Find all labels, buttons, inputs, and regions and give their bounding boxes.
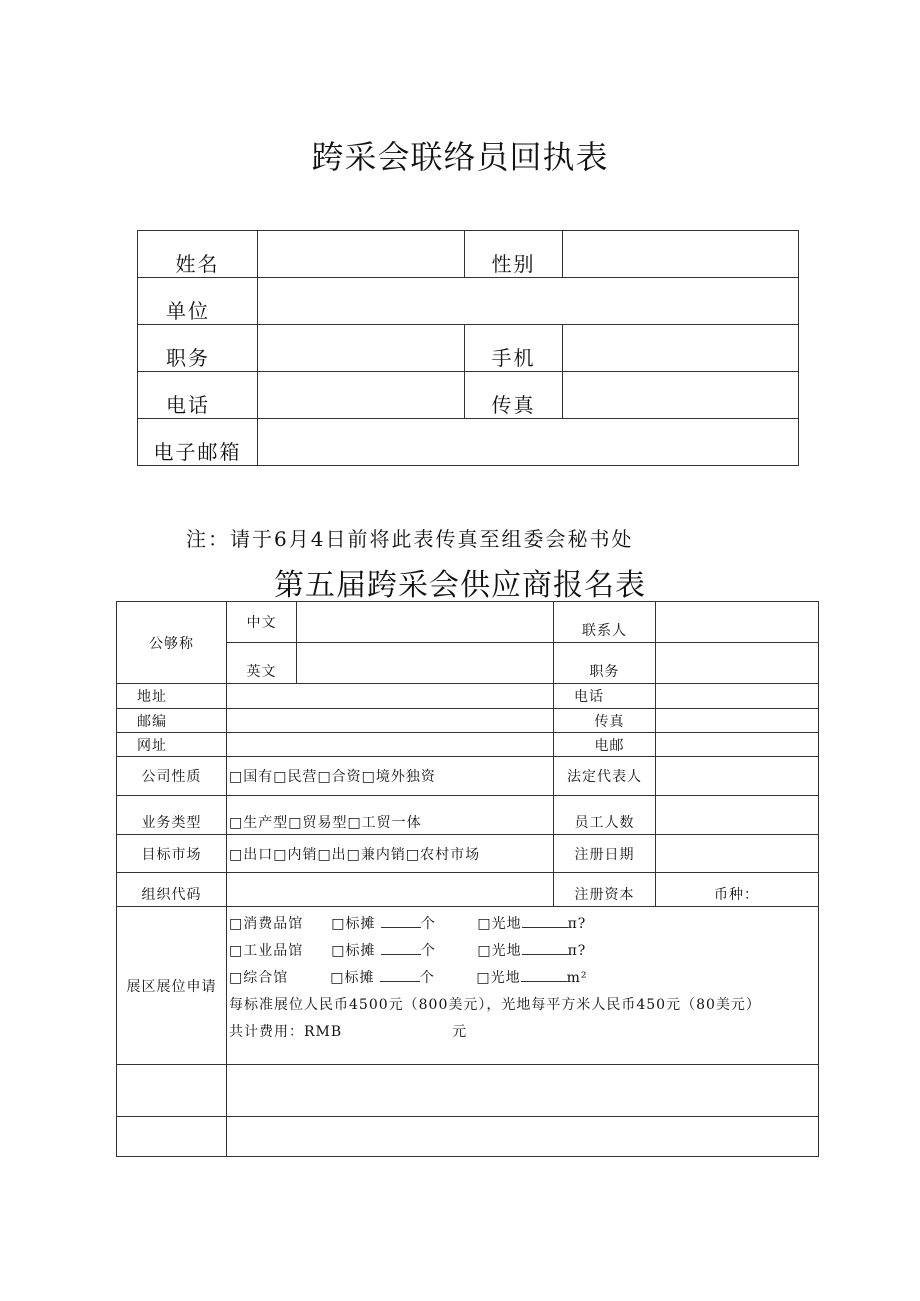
- name-field[interactable]: [258, 231, 465, 278]
- extra-label-1: [117, 1065, 227, 1117]
- space-industrial-checkbox[interactable]: □光地: [477, 943, 522, 959]
- booth-consumer-checkbox[interactable]: □标摊: [331, 916, 376, 932]
- fax2-field[interactable]: [656, 709, 819, 733]
- booth-industrial-count[interactable]: [381, 940, 421, 955]
- label-fax: 传真: [465, 372, 563, 419]
- total-fee-unit: 元: [452, 1024, 468, 1040]
- email-field[interactable]: [258, 419, 799, 466]
- expo-hall-row-industrial: [229, 938, 818, 965]
- currency-label: 币种：: [656, 873, 819, 907]
- label-company-name: 公够称: [117, 602, 227, 684]
- extra-field-1[interactable]: [227, 1065, 819, 1117]
- website-field[interactable]: [227, 733, 554, 757]
- chinese-name-field[interactable]: [297, 602, 554, 643]
- area-unit-label: π?: [567, 916, 587, 932]
- label-unit: 单位: [138, 278, 258, 325]
- phone2-field[interactable]: [656, 684, 819, 709]
- label-english: 英文: [227, 643, 297, 684]
- label-position2: 职务: [554, 643, 656, 684]
- email2-field[interactable]: [656, 733, 819, 757]
- space-consumer-checkbox[interactable]: □光地: [477, 916, 522, 932]
- mobile-field[interactable]: [563, 325, 799, 372]
- expo-hall-row-consumer: [229, 911, 818, 938]
- price-note: 每标准展位人民币4500元（800美元），光地每平方米人民币450元（80美元）: [229, 997, 761, 1013]
- phone-field[interactable]: [258, 372, 465, 419]
- space-industrial-area[interactable]: [522, 940, 568, 955]
- legal-rep-field[interactable]: [656, 757, 819, 796]
- label-reg-capital: 注册资本: [554, 873, 656, 907]
- label-email: 电子邮箱: [138, 419, 258, 466]
- label-phone: 电话: [138, 372, 258, 419]
- hall-consumer-checkbox[interactable]: □消费品馆: [229, 916, 304, 932]
- area-unit-label: π?: [567, 943, 587, 959]
- liaison-receipt-table: [137, 230, 799, 466]
- position-field[interactable]: [258, 325, 465, 372]
- space-general-area[interactable]: [521, 967, 567, 982]
- area-unit-label: m²: [566, 970, 588, 986]
- booth-general-count[interactable]: [380, 967, 420, 982]
- label-org-code: 组织代码: [117, 873, 227, 907]
- gender-field[interactable]: [563, 231, 799, 278]
- unit-label: 个: [419, 970, 435, 986]
- label-employees: 员工人数: [554, 796, 656, 835]
- unit-field[interactable]: [258, 278, 799, 325]
- space-consumer-area[interactable]: [522, 913, 568, 928]
- org-code-field[interactable]: [227, 873, 554, 907]
- label-nature: 公司性质: [117, 757, 227, 796]
- form2-title: 第五届跨采会供应商报名表: [274, 568, 646, 603]
- nature-options[interactable]: □国有□民营□合资□境外独资: [227, 757, 554, 796]
- space-general-checkbox[interactable]: □光地: [476, 970, 521, 986]
- label-business-type: 业务类型: [117, 796, 227, 835]
- unit-label: 个: [420, 943, 436, 959]
- label-chinese: 中文: [227, 602, 297, 643]
- submission-note: 注：请于6月4日前将此表传真至组委会秘书处: [186, 527, 634, 551]
- extra-field-2[interactable]: [227, 1117, 819, 1157]
- unit-label: 个: [420, 916, 436, 932]
- position2-field[interactable]: [656, 643, 819, 684]
- label-phone2: 电话: [554, 684, 656, 709]
- label-name: 姓名: [138, 231, 258, 278]
- supplier-registration-table: [116, 601, 819, 1157]
- contact-field[interactable]: [656, 602, 819, 643]
- employees-field[interactable]: [656, 796, 819, 835]
- english-name-field[interactable]: [297, 643, 554, 684]
- target-market-options[interactable]: □出口□内销□出□兼内销□农村市场: [227, 835, 554, 873]
- label-target-market: 目标市场: [117, 835, 227, 873]
- booth-industrial-checkbox[interactable]: □标摊: [331, 943, 376, 959]
- business-type-options[interactable]: □生产型□贸易型□工贸一体: [227, 796, 554, 835]
- fax-field[interactable]: [563, 372, 799, 419]
- booth-consumer-count[interactable]: [381, 913, 421, 928]
- label-legal-rep: 法定代表人: [554, 757, 656, 796]
- address-field[interactable]: [227, 684, 554, 709]
- label-position: 职务: [138, 325, 258, 372]
- extra-label-2: [117, 1117, 227, 1157]
- hall-general-checkbox[interactable]: □综合馆: [229, 970, 289, 986]
- expo-application-cell: [227, 907, 819, 1065]
- form1-title: 跨采会联络员回执表: [311, 138, 609, 176]
- postcode-field[interactable]: [227, 709, 554, 733]
- total-fee-label: 共计费用：RMB: [229, 1024, 343, 1040]
- label-expo-apply: 展区展位申请: [117, 907, 227, 1065]
- hall-industrial-checkbox[interactable]: □工业品馆: [229, 943, 304, 959]
- label-reg-date: 注册日期: [554, 835, 656, 873]
- label-address: 地址: [117, 684, 227, 709]
- label-fax2: 传真: [554, 709, 656, 733]
- label-email2: 电邮: [554, 733, 656, 757]
- label-website: 网址: [117, 733, 227, 757]
- label-postcode: 邮编: [117, 709, 227, 733]
- label-contact: 联系人: [554, 602, 656, 643]
- label-gender: 性别: [465, 231, 563, 278]
- reg-date-field[interactable]: [656, 835, 819, 873]
- label-mobile: 手机: [465, 325, 563, 372]
- booth-general-checkbox[interactable]: □标摊: [330, 970, 375, 986]
- total-fee-row: [229, 1019, 818, 1047]
- expo-hall-row-general: [229, 965, 818, 992]
